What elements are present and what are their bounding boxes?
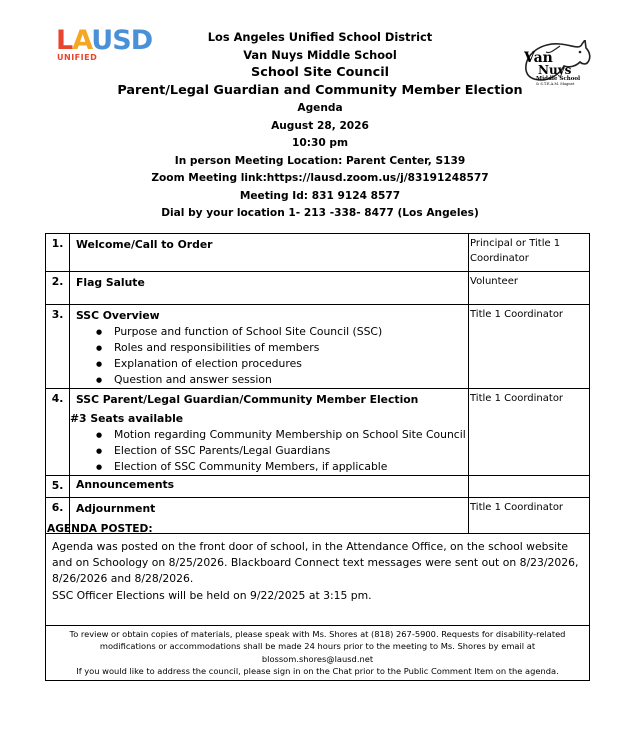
van-nuys-logo-nuys: Nuys [538,63,572,77]
council-name: School Site Council [251,65,389,80]
lausd-logo-wordmark: LAUSD [56,25,153,56]
item-cell [70,389,469,476]
list-item: ● Roles and responsibilities of members [114,340,468,356]
meeting-date: August 28, 2026 [271,119,369,132]
list-item: ● Purpose and function of School Site Council (SSC) [114,324,468,340]
school-name: Van Nuys Middle School [243,47,397,62]
meeting-location: In person Meeting Location: Parent Center, S139 [174,154,466,167]
list-item: ● Election of SSC Parents/Legal Guardians [114,443,468,459]
seats-available: #3 Seats available [70,412,184,425]
meeting-time: 10:30 pm [291,137,349,149]
table-row [46,389,590,476]
agenda-posted-body [52,539,582,604]
footer-line: modifications or accommodations shall be made 24 hours prior to the meeting to Ms. Shores by email at [99,641,536,652]
posted-line: Agenda was posted on the front door of school, in the Attendance Office, on the school website [52,540,568,553]
agenda-label: Agenda [297,102,343,114]
table-row [46,272,590,305]
list-item: ● Election of SSC Community Members, if applicable [114,459,468,475]
agenda-posted-title: AGENDA POSTED: [47,523,153,535]
item-number: 2. [46,272,70,305]
item-number: 6. [46,498,70,534]
election-title: Parent/Legal Guardian and Community Member Election [117,83,523,98]
agenda-table [45,233,590,534]
table-row [46,234,590,272]
lausd-logo-sub: UNIFIED [57,53,98,62]
list-item: ● Explanation of election procedures [114,356,468,372]
district-name: Los Angeles Unified School District [207,30,433,44]
item-cell [70,272,469,305]
footer-line: To review or obtain copies of materials, please speak with Ms. Shores at (818) 267-5900. Requests for disability-related [69,629,566,639]
meeting-id: Meeting Id: 831 9124 8577 [239,189,401,202]
accommodations-footer [45,625,590,681]
public-comment-note: If you would like to address the council, please sign in on the Chat prior to the Public Comment Item on the agenda. [76,666,559,677]
item-responsible: Title 1 Coordinator [469,389,590,476]
item-title: SSC Parent/Legal Guardian/Community Member Election [76,393,419,406]
van-nuys-logo-van: Van [524,50,553,66]
item-number: 1. [46,234,70,272]
officer-elections-note: SSC Officer Elections will be held on 9/22/2025 at 3:15 pm. [52,588,372,602]
item-title: Adjournment [76,502,156,515]
contact-email: blossom.shores@lausd.net [261,653,374,664]
list-item: ● Question and answer session [114,372,468,388]
dial-in-number: Dial by your location 1- 213 -338- 8477 (Los Angeles) [161,207,479,219]
footer-text [50,628,585,678]
item-cell [70,305,469,389]
item-title: Welcome/Call to Order [76,238,213,251]
van-nuys-logo-middle-school: Middle School [536,76,581,82]
posted-line: and on Schoology on 8/25/2026. Blackboard Connect text messages were sent out on 8/23/2026, [52,556,579,570]
item-responsible: Title 1 Coordinator [469,498,590,534]
item-bullet-list [76,427,468,475]
item-number: 4. [46,389,70,476]
posted-line: 8/26/2026 and 8/28/2026. [52,572,194,586]
table-row [46,476,590,498]
item-cell [70,476,469,498]
zoom-link: Zoom Meeting link:https://lausd.zoom.us/j/83191248577 [151,172,489,184]
van-nuys-logo-steam: & S.T.E.A.M. Magnet [536,82,575,86]
item-cell [70,234,469,272]
item-responsible: Title 1 Coordinator [469,305,590,389]
item-bullet-list [76,324,468,388]
item-number: 5. [46,476,70,498]
item-responsible: Principal or Title 1 Coordinator [469,234,590,272]
item-responsible [469,476,590,498]
document-header [100,29,540,223]
list-item: ● Motion regarding Community Membership on School Site Council [114,427,468,443]
item-title: SSC Overview [76,309,160,322]
item-title: Announcements [76,478,175,491]
item-responsible: Volunteer [469,272,590,305]
item-title: Flag Salute [76,276,145,289]
item-number: 3. [46,305,70,389]
table-row [46,305,590,389]
agenda-posted-section [45,519,590,626]
